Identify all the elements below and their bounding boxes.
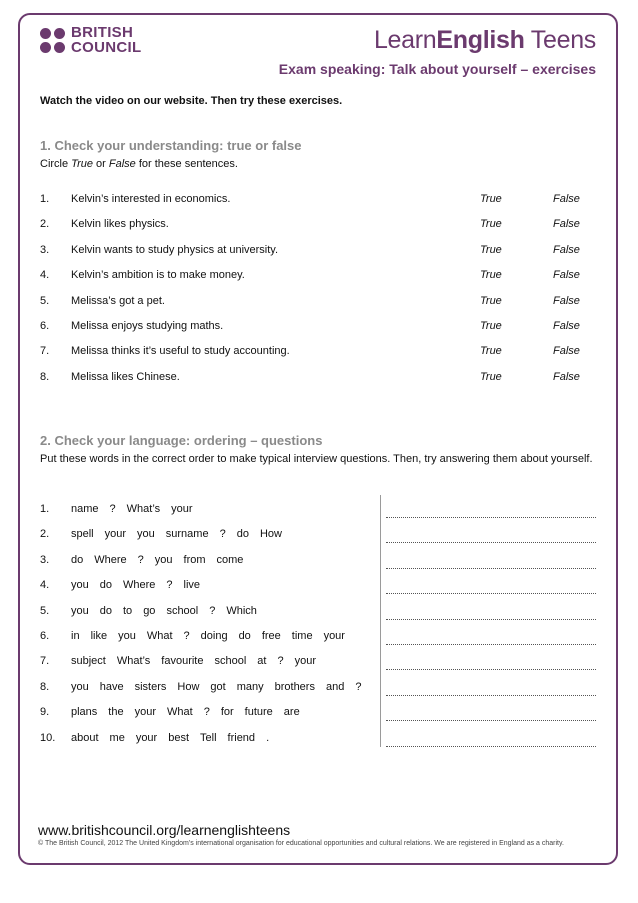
word-token: do	[238, 630, 251, 642]
word-list	[71, 554, 381, 566]
statement: Melissa enjoys studying maths.	[71, 320, 224, 332]
word-token: Where	[94, 553, 127, 566]
ordering-row	[40, 655, 380, 671]
section1-heading: 1. Check your understanding: true or false	[40, 138, 302, 153]
answer-field[interactable]	[386, 632, 596, 645]
item-number: 3.	[40, 553, 50, 566]
false-option[interactable]: False	[553, 269, 580, 282]
tf-row	[40, 320, 600, 336]
item-number: 8.	[40, 680, 50, 693]
item-number: 1.	[40, 193, 50, 205]
item-number: 10.	[40, 731, 56, 744]
word-token: plans	[71, 706, 98, 719]
word-token: your	[323, 630, 345, 642]
answer-field[interactable]	[386, 505, 596, 518]
item-number: 9.	[40, 706, 50, 719]
word-token: have	[99, 680, 124, 693]
word-token: ?	[166, 579, 173, 592]
word-token: How	[259, 528, 282, 541]
word-token: you	[137, 528, 155, 541]
logo-text: BRITISH COUNCIL	[71, 24, 142, 56]
word-list	[71, 528, 381, 540]
true-option[interactable]: True	[480, 345, 502, 358]
word-token: do	[99, 604, 112, 617]
true-option[interactable]: True	[480, 320, 502, 332]
item-number: 3.	[40, 243, 50, 256]
item-number: 2.	[40, 218, 50, 231]
item-number: 8.	[40, 370, 50, 383]
ordering-row	[40, 732, 380, 748]
item-number: 5.	[40, 604, 50, 617]
item-number: 6.	[40, 320, 50, 332]
word-token: What’s	[116, 655, 151, 668]
word-token: school	[214, 655, 247, 668]
answer-field[interactable]	[386, 734, 596, 747]
statement: Melissa thinks it’s useful to study accounting.	[71, 345, 290, 358]
word-token: your	[294, 655, 316, 668]
word-list	[71, 579, 381, 591]
word-token: live	[183, 579, 201, 592]
word-token: sisters	[134, 680, 167, 693]
word-token: best	[168, 731, 190, 744]
word-token: do	[236, 528, 249, 541]
item-number: 2.	[40, 528, 50, 541]
word-token: ?	[203, 706, 210, 719]
false-option[interactable]: False	[553, 345, 580, 358]
word-token: go	[143, 604, 156, 617]
word-token: about	[71, 731, 99, 744]
statement: Kelvin wants to study physics at university.	[71, 243, 279, 256]
false-option[interactable]: False	[553, 370, 580, 383]
word-token: surname	[165, 528, 209, 541]
word-token: ?	[355, 680, 362, 693]
ordering-row	[40, 630, 380, 646]
answer-field[interactable]	[386, 607, 596, 620]
statement: Kelvin’s ambition is to make money.	[71, 269, 245, 282]
true-option[interactable]: True	[480, 218, 502, 231]
word-token: What’s	[126, 503, 161, 515]
false-option[interactable]: False	[553, 193, 580, 205]
british-council-logo	[40, 25, 141, 55]
tf-row	[40, 218, 600, 234]
statement: Melissa’s got a pet.	[71, 294, 165, 307]
answer-field[interactable]	[386, 556, 596, 569]
word-token: you	[71, 680, 89, 693]
ordering-row	[40, 706, 380, 722]
statement: Melissa likes Chinese.	[71, 370, 180, 383]
word-list	[71, 630, 381, 642]
item-number: 7.	[40, 655, 50, 668]
true-option[interactable]: True	[480, 269, 502, 282]
word-token: you	[71, 579, 89, 592]
false-option[interactable]: False	[553, 218, 580, 231]
statement: Kelvin’s interested in economics.	[71, 193, 231, 205]
word-token: Which	[226, 604, 257, 617]
word-token: do	[99, 579, 112, 592]
word-token: doing	[200, 630, 228, 642]
word-list	[71, 655, 381, 667]
false-option[interactable]: False	[553, 320, 580, 332]
item-number: 1.	[40, 503, 50, 515]
item-number: 7.	[40, 345, 50, 358]
word-token: are	[283, 706, 300, 719]
word-list	[71, 503, 381, 515]
ordering-row	[40, 503, 380, 519]
word-token: ?	[137, 553, 144, 566]
answer-field[interactable]	[386, 683, 596, 696]
answer-field[interactable]	[386, 581, 596, 594]
answer-field[interactable]	[386, 657, 596, 670]
word-token: your	[104, 528, 127, 541]
item-number: 6.	[40, 630, 50, 642]
word-token: many	[236, 680, 264, 693]
true-option[interactable]: True	[480, 193, 502, 205]
word-token: your	[134, 706, 156, 719]
false-option[interactable]: False	[553, 294, 580, 307]
word-token: time	[291, 630, 313, 642]
section2-instructions: Put these words in the correct order to make typical interview questions. Then, try answering them about yourself.	[40, 453, 593, 465]
tf-row	[40, 193, 600, 209]
word-token: like	[90, 630, 108, 642]
page-title: Exam speaking: Talk about yourself – exercises	[278, 61, 596, 77]
section2-heading: 2. Check your language: ordering – questions	[40, 433, 323, 448]
word-token: spell	[71, 528, 94, 541]
word-token: come	[216, 553, 244, 566]
word-token: subject	[71, 655, 106, 668]
footer-copyright: © The British Council, 2012 The United Kingdom’s international organisation for educational opportunities and cultural relations. We are registered in England as a charity.	[38, 840, 564, 847]
word-token: .	[266, 731, 270, 744]
word-token: ?	[209, 604, 216, 617]
tf-row	[40, 269, 600, 285]
word-token: How	[177, 680, 200, 693]
logo-dots-icon	[40, 28, 65, 53]
word-token: your	[135, 731, 158, 744]
word-list	[71, 706, 381, 718]
answer-field[interactable]	[386, 708, 596, 721]
word-token: you	[118, 630, 136, 642]
word-token: free	[261, 630, 281, 642]
ordering-row	[40, 528, 380, 544]
ordering-row	[40, 605, 380, 621]
word-token: you	[71, 604, 89, 617]
tf-row	[40, 295, 600, 311]
word-token: Tell	[200, 731, 217, 744]
word-token: ?	[219, 528, 226, 541]
word-token: favourite	[161, 655, 204, 668]
statement: Kelvin likes physics.	[71, 218, 169, 231]
word-token: name	[71, 503, 99, 515]
word-token: the	[108, 706, 124, 719]
word-token: got	[210, 680, 226, 693]
intro-text: Watch the video on our website. Then try these exercises.	[40, 95, 343, 107]
word-token: ?	[277, 655, 284, 668]
word-list	[71, 732, 381, 744]
item-number: 5.	[40, 294, 50, 307]
word-token: from	[183, 553, 206, 566]
true-option[interactable]: True	[480, 370, 502, 383]
word-token: brothers	[274, 680, 315, 693]
word-token: What	[167, 706, 193, 719]
answer-field[interactable]	[386, 530, 596, 543]
item-number: 4.	[40, 269, 50, 282]
tf-row	[40, 371, 600, 387]
word-token: What	[146, 630, 173, 642]
word-token: future	[244, 706, 273, 719]
word-token: do	[71, 553, 84, 566]
footer-url[interactable]: www.britishcouncil.org/learnenglishteens	[38, 822, 291, 838]
ordering-row	[40, 681, 380, 697]
word-token: ?	[109, 503, 116, 515]
word-token: friend	[227, 731, 256, 744]
word-token: and	[325, 680, 345, 693]
tf-row	[40, 244, 600, 260]
word-token: Where	[123, 579, 156, 592]
word-token: at	[257, 655, 267, 668]
ordering-row	[40, 579, 380, 595]
word-token: to	[123, 604, 133, 617]
word-token: in	[71, 630, 80, 642]
word-token: for	[220, 706, 234, 719]
word-token: your	[171, 503, 193, 515]
item-number: 4.	[40, 579, 50, 592]
word-list	[71, 681, 381, 693]
true-option[interactable]: True	[480, 243, 502, 256]
word-token: school	[166, 604, 199, 617]
false-option[interactable]: False	[553, 243, 580, 256]
learnenglish-teens-brand: LearnEnglish Teens	[373, 26, 596, 54]
word-list	[71, 605, 381, 617]
tf-row	[40, 345, 600, 361]
word-token: ?	[183, 630, 190, 642]
word-token: you	[154, 553, 173, 566]
true-option[interactable]: True	[480, 294, 502, 307]
ordering-row	[40, 554, 380, 570]
word-token: me	[109, 731, 125, 744]
section1-instructions: Circle True or False for these sentences.	[40, 158, 238, 170]
